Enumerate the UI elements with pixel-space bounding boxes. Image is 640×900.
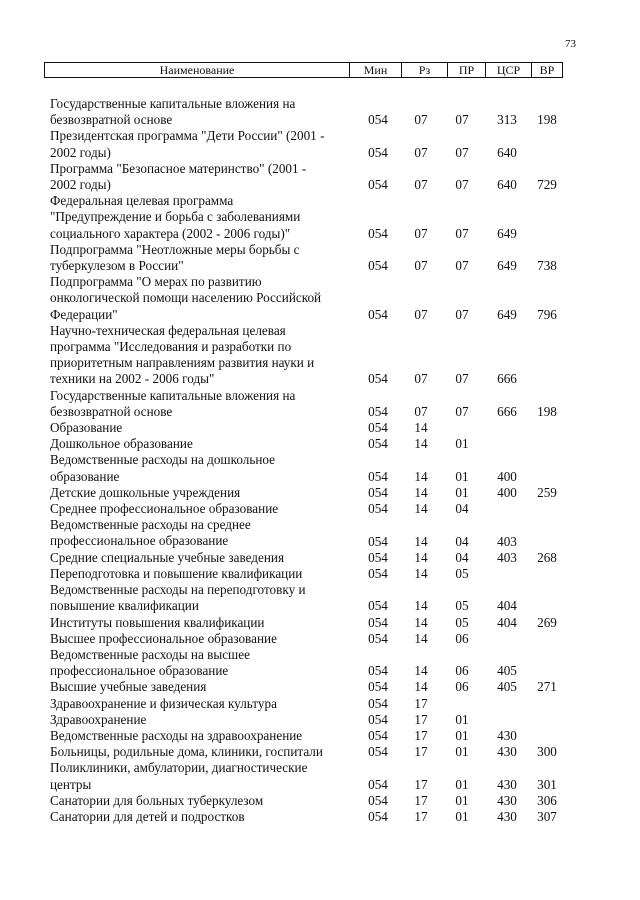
table-body	[0, 96, 640, 825]
cell-rz: 14	[414, 663, 428, 679]
cell-rz: 07	[414, 177, 428, 193]
cell-vr	[529, 371, 565, 387]
cell-min: 054	[368, 792, 388, 808]
cell-vr: 269	[537, 614, 557, 630]
cell-pr: 07	[455, 258, 469, 274]
cell-vr	[529, 420, 565, 436]
cell-pr: 07	[455, 112, 469, 128]
cell-vr: 796	[537, 306, 557, 322]
cell-min: 054	[368, 258, 388, 274]
row-name-line: безвозвратной основе	[50, 112, 173, 128]
header-vr: ВР	[531, 63, 562, 77]
cell-rz: 07	[414, 225, 428, 241]
row-name-line: Ведомственные расходы на среднее	[50, 517, 251, 533]
cell-csr: 403	[497, 533, 517, 549]
row-name	[50, 193, 350, 242]
table-row	[0, 436, 640, 452]
row-name-line: Подпрограмма "Неотложные меры борьбы с	[50, 241, 300, 257]
cell-csr: 404	[497, 614, 517, 630]
cell-pr: 07	[455, 371, 469, 387]
row-name-line: Президентская программа "Дети России" (2001 -	[50, 128, 325, 144]
row-name	[50, 128, 350, 160]
row-name-line: 2002 годы)	[50, 177, 111, 193]
row-name-line: профессиональное образование	[50, 663, 229, 679]
cell-pr: 05	[455, 565, 469, 581]
cell-min: 054	[368, 565, 388, 581]
table-row	[0, 501, 640, 517]
cell-min: 054	[368, 484, 388, 500]
cell-csr: 666	[497, 403, 517, 419]
cell-min: 054	[368, 177, 388, 193]
table-row	[0, 388, 640, 420]
cell-vr: 271	[537, 679, 557, 695]
table-row	[0, 274, 640, 323]
cell-csr: 430	[497, 776, 517, 792]
cell-pr: 04	[455, 533, 469, 549]
row-name-line: социального характера (2002 - 2006 годы)"	[50, 225, 291, 241]
row-name-line: туберкулезом в России"	[50, 258, 184, 274]
row-name-line: Больницы, родильные дома, клиники, госпитали	[50, 744, 323, 760]
cell-pr: 05	[455, 598, 469, 614]
row-name-line: Санатории для детей и подростков	[50, 808, 245, 824]
table-row	[0, 631, 640, 647]
cell-min: 054	[368, 436, 388, 452]
row-name	[50, 728, 350, 744]
row-name	[50, 793, 350, 809]
cell-min: 054	[368, 776, 388, 792]
cell-pr: 07	[455, 177, 469, 193]
cell-vr: 301	[537, 776, 557, 792]
cell-rz: 17	[414, 808, 428, 824]
cell-csr: 405	[497, 679, 517, 695]
row-name	[50, 631, 350, 647]
cell-vr	[529, 663, 565, 679]
table-row	[0, 793, 640, 809]
cell-pr: 01	[455, 744, 469, 760]
header-min: Мин	[349, 63, 401, 77]
row-name-line: Ведомственные расходы на здравоохранение	[50, 727, 303, 743]
cell-pr: 07	[455, 144, 469, 160]
cell-vr: 259	[537, 484, 557, 500]
table-row	[0, 485, 640, 501]
cell-csr	[484, 501, 530, 517]
header-pr: ПР	[447, 63, 485, 77]
cell-csr: 405	[497, 663, 517, 679]
row-name-line: Поликлиники, амбулатории, диагностические	[50, 760, 308, 776]
cell-vr	[529, 501, 565, 517]
cell-vr	[529, 696, 565, 712]
cell-rz: 17	[414, 727, 428, 743]
row-name-line: Высшее профессиональное образование	[50, 630, 277, 646]
cell-pr: 01	[455, 468, 469, 484]
table-row	[0, 809, 640, 825]
cell-pr: 06	[455, 663, 469, 679]
table-row	[0, 323, 640, 388]
cell-vr	[529, 712, 565, 728]
row-name	[50, 161, 350, 193]
cell-min: 054	[368, 112, 388, 128]
row-name-line: "Предупреждение и борьба с заболеваниями	[50, 209, 301, 225]
cell-min: 054	[368, 614, 388, 630]
cell-rz: 17	[414, 711, 428, 727]
row-name	[50, 420, 350, 436]
cell-vr	[529, 145, 565, 161]
cell-vr: 198	[537, 112, 557, 128]
row-name-line: безвозвратной основе	[50, 403, 173, 419]
header-rz: Рз	[401, 63, 447, 77]
cell-vr: 268	[537, 549, 557, 565]
cell-csr	[484, 631, 530, 647]
row-name-line: Среднее профессиональное образование	[50, 501, 279, 517]
cell-csr: 430	[497, 744, 517, 760]
cell-min: 054	[368, 225, 388, 241]
row-name-line: Федеральная целевая программа	[50, 193, 234, 209]
cell-vr: 306	[537, 792, 557, 808]
cell-rz: 14	[414, 630, 428, 646]
cell-min: 054	[368, 371, 388, 387]
row-name-line: Высшие учебные заведения	[50, 679, 207, 695]
row-name-line: приоритетным направлениям развития науки и	[50, 355, 315, 371]
cell-csr: 649	[497, 306, 517, 322]
cell-min: 054	[368, 744, 388, 760]
table-row	[0, 550, 640, 566]
cell-vr: 300	[537, 744, 557, 760]
cell-min: 054	[368, 711, 388, 727]
row-name-line: Научно-техническая федеральная целевая	[50, 322, 286, 338]
table-row	[0, 420, 640, 436]
cell-pr: 01	[455, 711, 469, 727]
row-name	[50, 679, 350, 695]
cell-rz: 14	[414, 549, 428, 565]
cell-min: 054	[368, 679, 388, 695]
cell-vr	[529, 226, 565, 242]
cell-pr: 01	[455, 776, 469, 792]
row-name	[50, 566, 350, 582]
row-name	[50, 242, 350, 274]
cell-pr: 07	[455, 403, 469, 419]
row-name	[50, 760, 350, 792]
table-row	[0, 242, 640, 274]
cell-csr: 640	[497, 177, 517, 193]
row-name	[50, 96, 350, 128]
row-name-line: центры	[50, 776, 92, 792]
cell-min: 054	[368, 306, 388, 322]
cell-vr	[529, 534, 565, 550]
cell-rz: 14	[414, 679, 428, 695]
cell-csr	[484, 436, 530, 452]
row-name-line: Здравоохранение	[50, 711, 147, 727]
header-csr: ЦСР	[485, 63, 531, 77]
cell-pr: 06	[455, 630, 469, 646]
cell-csr: 313	[497, 112, 517, 128]
table-row	[0, 744, 640, 760]
cell-min: 054	[368, 808, 388, 824]
cell-min: 054	[368, 144, 388, 160]
cell-min: 054	[368, 663, 388, 679]
cell-csr: 640	[497, 144, 517, 160]
cell-pr: 05	[455, 614, 469, 630]
cell-min: 054	[368, 403, 388, 419]
row-name-line: Институты повышения квалификации	[50, 614, 265, 630]
cell-rz: 17	[414, 792, 428, 808]
cell-csr: 666	[497, 371, 517, 387]
table-row	[0, 517, 640, 549]
row-name-line: Здравоохранение и физическая культура	[50, 695, 277, 711]
cell-pr: 04	[455, 501, 469, 517]
cell-pr: 06	[455, 679, 469, 695]
cell-rz: 07	[414, 306, 428, 322]
row-name	[50, 388, 350, 420]
row-name-line: профессиональное образование	[50, 533, 229, 549]
cell-csr: 649	[497, 258, 517, 274]
row-name-line: 2002 годы)	[50, 144, 111, 160]
row-name-line: Ведомственные расходы на дошкольное	[50, 452, 275, 468]
cell-csr: 430	[497, 792, 517, 808]
table-header	[44, 62, 563, 78]
row-name-line: Подпрограмма "О мерах по развитию	[50, 274, 262, 290]
table-row	[0, 96, 640, 128]
cell-rz: 07	[414, 144, 428, 160]
cell-vr	[529, 598, 565, 614]
table-row	[0, 728, 640, 744]
cell-csr	[484, 420, 530, 436]
row-name-line: Федерации"	[50, 306, 118, 322]
cell-rz: 07	[414, 371, 428, 387]
cell-min: 054	[368, 598, 388, 614]
cell-csr: 430	[497, 808, 517, 824]
cell-pr: 07	[455, 225, 469, 241]
cell-csr: 404	[497, 598, 517, 614]
row-name-line: техники на 2002 - 2006 годы"	[50, 371, 215, 387]
cell-rz: 14	[414, 598, 428, 614]
page-number: 73	[565, 38, 576, 50]
cell-vr: 738	[537, 258, 557, 274]
row-name-line: Ведомственные расходы на высшее	[50, 646, 250, 662]
row-name	[50, 452, 350, 484]
row-name	[50, 274, 350, 323]
row-name	[50, 517, 350, 549]
cell-rz: 14	[414, 436, 428, 452]
row-name-line: программа "Исследования и разработки по	[50, 339, 292, 355]
cell-csr	[484, 696, 530, 712]
row-name	[50, 809, 350, 825]
row-name	[50, 436, 350, 452]
cell-vr	[529, 436, 565, 452]
cell-pr: 07	[455, 306, 469, 322]
cell-rz: 14	[414, 614, 428, 630]
cell-pr: 01	[455, 484, 469, 500]
table-row	[0, 647, 640, 679]
row-name	[50, 647, 350, 679]
row-name-line: Государственные капитальные вложения на	[50, 387, 296, 403]
cell-pr: 01	[455, 436, 469, 452]
row-name	[50, 712, 350, 728]
cell-rz: 14	[414, 484, 428, 500]
row-name-line: Образование	[50, 420, 123, 436]
table-row	[0, 193, 640, 242]
cell-min: 054	[368, 727, 388, 743]
row-name	[50, 485, 350, 501]
row-name-line: повышение квалификации	[50, 598, 199, 614]
row-name	[50, 744, 350, 760]
cell-pr: 01	[455, 792, 469, 808]
cell-vr	[529, 566, 565, 582]
cell-rz: 14	[414, 420, 428, 436]
cell-csr: 400	[497, 468, 517, 484]
header-name: Наименование	[159, 63, 235, 77]
cell-min: 054	[368, 549, 388, 565]
table-row	[0, 128, 640, 160]
row-name-line: образование	[50, 468, 120, 484]
cell-rz: 17	[414, 744, 428, 760]
cell-vr: 198	[537, 403, 557, 419]
cell-rz: 14	[414, 565, 428, 581]
cell-min: 054	[368, 533, 388, 549]
row-name-line: Детские дошкольные учреждения	[50, 484, 241, 500]
row-name-line: Программа "Безопасное материнство" (2001 -	[50, 160, 307, 176]
cell-csr: 430	[497, 727, 517, 743]
cell-rz: 17	[414, 776, 428, 792]
table-row	[0, 566, 640, 582]
cell-csr: 403	[497, 549, 517, 565]
cell-min: 054	[368, 695, 388, 711]
cell-rz: 07	[414, 112, 428, 128]
row-name	[50, 615, 350, 631]
cell-vr	[529, 631, 565, 647]
table-row	[0, 712, 640, 728]
table-row	[0, 161, 640, 193]
table-row	[0, 452, 640, 484]
cell-pr: 04	[455, 549, 469, 565]
row-name-line: Средние специальные учебные заведения	[50, 549, 285, 565]
cell-rz: 07	[414, 258, 428, 274]
cell-rz: 07	[414, 403, 428, 419]
row-name-line: Переподготовка и повышение квалификации	[50, 565, 303, 581]
table-row	[0, 696, 640, 712]
table-row	[0, 582, 640, 614]
cell-min: 054	[368, 468, 388, 484]
cell-min: 054	[368, 501, 388, 517]
cell-rz: 17	[414, 695, 428, 711]
row-name-line: Санатории для больных туберкулезом	[50, 792, 264, 808]
cell-rz: 14	[414, 501, 428, 517]
cell-pr: 01	[455, 727, 469, 743]
cell-csr	[484, 566, 530, 582]
table-row	[0, 760, 640, 792]
cell-pr: 01	[455, 808, 469, 824]
row-name	[50, 582, 350, 614]
cell-vr: 729	[537, 177, 557, 193]
row-name-line: Государственные капитальные вложения на	[50, 96, 296, 111]
cell-pr	[440, 420, 484, 436]
row-name	[50, 501, 350, 517]
row-name-line: Ведомственные расходы на переподготовку и	[50, 582, 306, 598]
cell-min: 054	[368, 420, 388, 436]
cell-csr	[484, 712, 530, 728]
row-name	[50, 550, 350, 566]
table-row	[0, 679, 640, 695]
row-name-line: Дошкольное образование	[50, 436, 193, 452]
cell-vr: 307	[537, 808, 557, 824]
cell-min: 054	[368, 630, 388, 646]
table-row	[0, 615, 640, 631]
cell-vr	[529, 728, 565, 744]
cell-csr: 649	[497, 225, 517, 241]
cell-vr	[529, 469, 565, 485]
row-name	[50, 323, 350, 388]
row-name	[50, 696, 350, 712]
cell-rz: 14	[414, 533, 428, 549]
cell-pr	[440, 696, 484, 712]
cell-csr: 400	[497, 484, 517, 500]
row-name-line: онкологической помощи населению Российской	[50, 290, 322, 306]
cell-rz: 14	[414, 468, 428, 484]
